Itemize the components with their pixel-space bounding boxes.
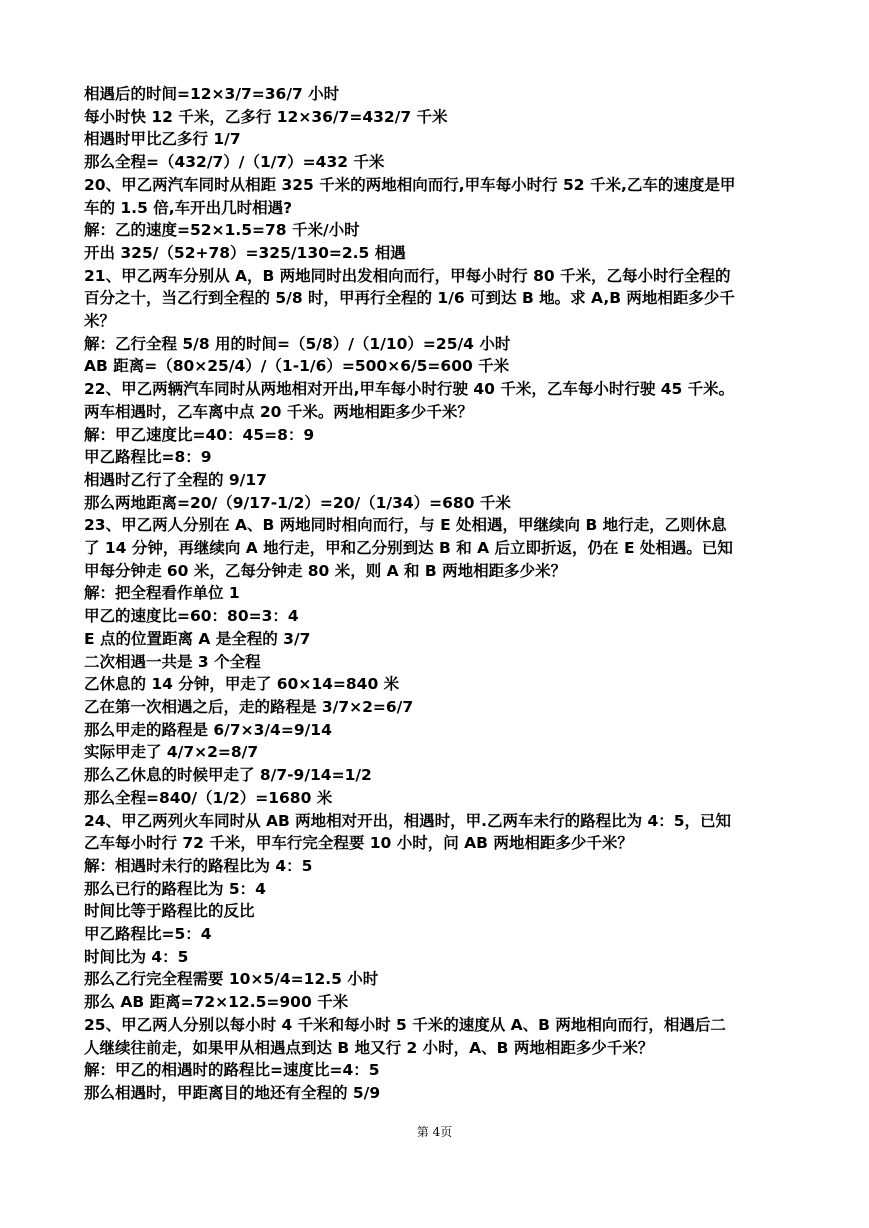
text-line: 那么甲走的路程是 6/7×3/4=9/14 [84,720,332,739]
text-line: 人继续往前走，如果甲从相遇点到达 B 地又行 2 小时，A、B 两地相距多少千米？ [84,1038,654,1057]
text-line: 甲乙的速度比=60：80=3：4 [84,607,299,626]
document-body [84,83,790,1105]
text-line: 解：相遇时未行的路程比为 4：5 [84,856,313,875]
text-line: 那么 AB 距离=72×12.5=900 千米 [84,993,349,1012]
text-line: 时间比等于路程比的反比 [84,902,255,921]
text-line: 那么全程=840/（1/2）=1680 米 [84,788,333,807]
text-line: 二次相遇一共是 3 个全程 [84,652,261,671]
text-line: 解：乙行全程 5/8 用的时间=（5/8）/（1/10）=25/4 小时 [84,334,511,353]
text-line: 车的 1.5 倍,车开出几时相遇? [84,198,293,217]
text-line: 了 14 分钟，再继续向 A 地行走，甲和乙分别到达 B 和 A 后立即折返，仍在 E 处相遇。已知 [84,539,733,558]
text-line: 每小时快 12 千米，乙多行 12×36/7=432/7 千米 [84,107,448,126]
text-line: 解：乙的速度=52×1.5=78 千米/小时 [84,221,360,240]
text-line: 米？ [84,312,116,331]
text-line: 那么相遇时，甲距离目的地还有全程的 5/9 [84,1083,381,1102]
text-line: 解：甲乙的相遇时的路程比=速度比=4：5 [84,1061,380,1080]
text-line: 百分之十，当乙行到全程的 5/8 时，甲再行全程的 1/6 可到达 B 地。求 A,B 两地相距多少千 [84,289,735,308]
text-line: 那么全程=（432/7）/（1/7）=432 千米 [84,153,385,172]
text-line: 实际甲走了 4/7×2=8/7 [84,743,259,762]
text-line: 22、甲乙两辆汽车同时从两地相对开出,甲车每小时行驶 40 千米，乙车每小时行驶 45 千米。 [84,380,735,399]
text-line: 甲乙路程比=5：4 [84,925,212,944]
text-line: 相遇时乙行了全程的 9/17 [84,470,267,489]
text-line: 25、甲乙两人分别以每小时 4 千米和每小时 5 千米的速度从 A、B 两地相向而行，相遇后二 [84,1015,726,1034]
text-line: 开出 325/（52+78）=325/130=2.5 相遇 [84,243,406,262]
text-line: 甲每分钟走 60 米，乙每分钟走 80 米，则 A 和 B 两地相距多少米？ [84,561,567,580]
text-line: 相遇时甲比乙多行 1/7 [84,130,241,149]
text-line: 解：甲乙速度比=40：45=8：9 [84,425,315,444]
text-line: 时间比为 4：5 [84,947,189,966]
text-line: 21、甲乙两车分别从 A，B 两地同时出发相向而行，甲每小时行 80 千米，乙每小时行全程的 [84,266,731,285]
text-line: 那么两地距离=20/（9/17-1/2）=20/（1/34）=680 千米 [84,493,511,512]
text-line: 那么乙行完全程需要 10×5/4=12.5 小时 [84,970,379,989]
text-line: 乙在第一次相遇之后，走的路程是 3/7×2=6/7 [84,697,414,716]
text-line: 乙车每小时行 72 千米，甲车行完全程要 10 小时，问 AB 两地相距多少千米？ [84,834,633,853]
text-line: 两车相遇时，乙车离中点 20 千米。两地相距多少千米？ [84,402,473,421]
text-line: 那么乙休息的时候甲走了 8/7-9/14=1/2 [84,766,372,785]
page-number: 第 4页 [416,1125,453,1139]
text-line: 那么已行的路程比为 5：4 [84,879,266,898]
text-line: AB 距离=（80×25/4）/（1-1/6）=500×6/5=600 千米 [84,357,510,376]
text-line: 甲乙路程比=8：9 [84,448,212,467]
text-line: 24、甲乙两列火车同时从 AB 两地相对开出，相遇时，甲.乙两车未行的路程比为 4：5，已知 [84,811,732,830]
text-line: 23、甲乙两人分别在 A、B 两地同时相向而行，与 E 处相遇，甲继续向 B 地行走，乙则休息 [84,516,727,535]
text-line: 解：把全程看作单位 1 [84,584,240,603]
text-line: 相遇后的时间=12×3/7=36/7 小时 [84,85,340,103]
text-line: E 点的位置距离 A 是全程的 3/7 [84,629,311,648]
text-line: 20、甲乙两汽车同时从相距 325 千米的两地相向而行,甲车每小时行 52 千米,乙车的速度是甲 [84,175,736,194]
text-line: 乙休息的 14 分钟，甲走了 60×14=840 米 [84,675,400,694]
